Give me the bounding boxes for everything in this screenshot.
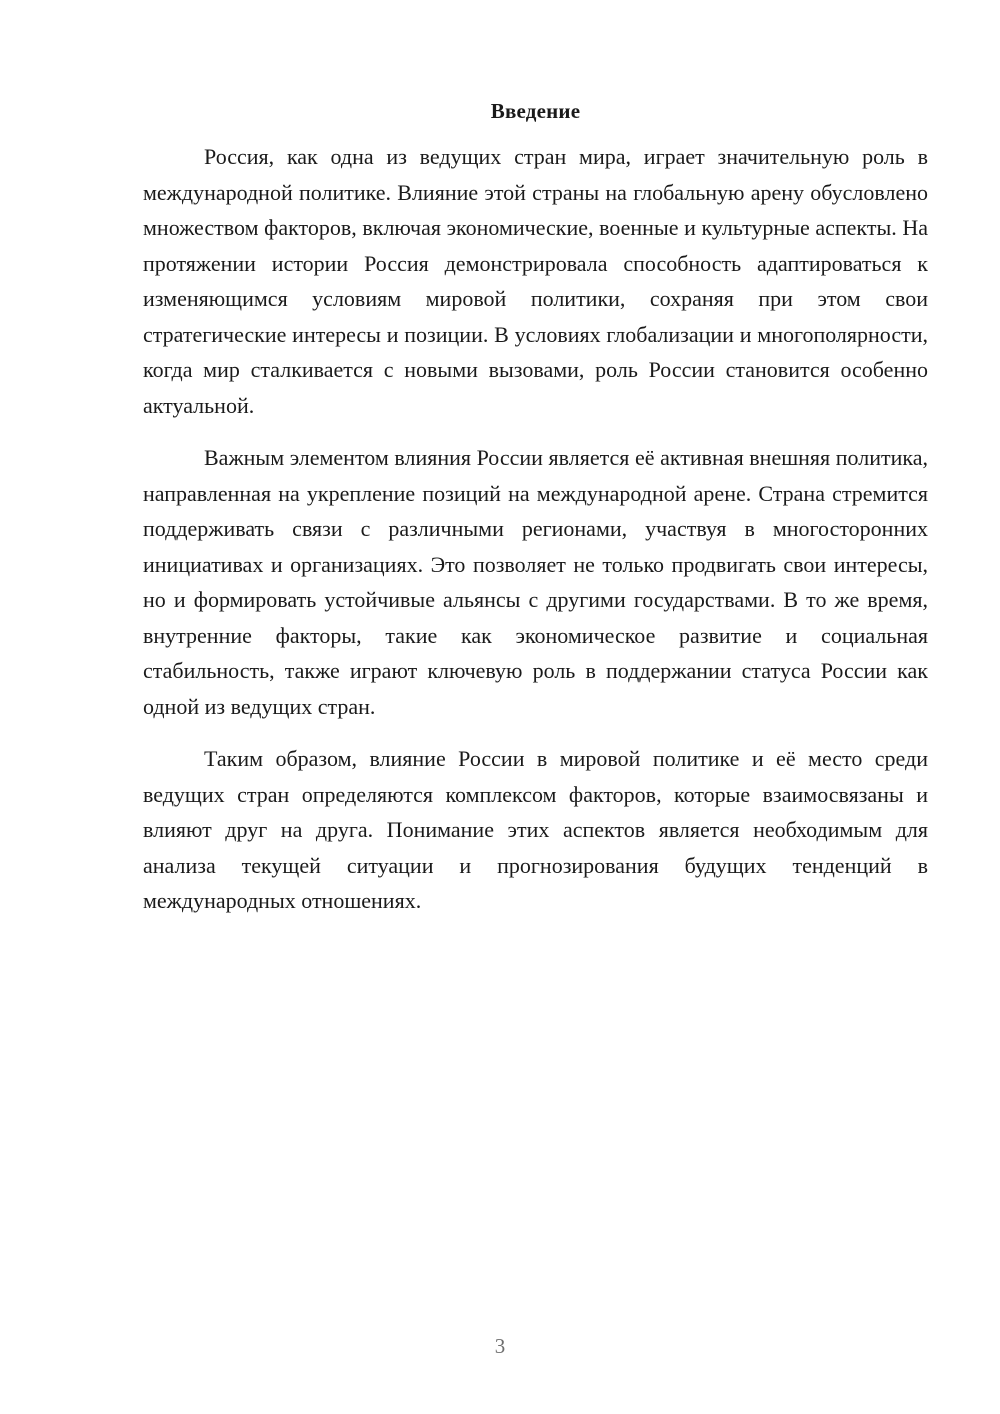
paragraph-1: Россия, как одна из ведущих стран мира, играет значительную роль в международной политике. Влияние этой страны на глобальную арену обусловлено множеством факторов, включая экономические, военные и культурные аспекты. На протяжении истории Россия демонстрировала способность адаптироваться к изменяющимся условиям мировой политики, сохраняя при этом свои стратегические интересы и позиции. В условиях глобализации и многополярности, когда мир сталкивается с новыми вызовами, роль России становится особенно актуальной.: [143, 144, 928, 418]
paragraph-3: Таким образом, влияние России в мировой политике и её место среди ведущих стран определяются комплексом факторов, которые взаимосвязаны и влияют друг на друга. Понимание этих аспектов является необходимым для анализа текущей ситуации и прогнозирования будущих тенденций в международных отношениях.: [143, 746, 928, 913]
page-content: [143, 95, 928, 936]
page-number: 3: [494, 1334, 506, 1358]
section-heading: Введение: [490, 99, 581, 123]
paragraph-2: Важным элементом влияния России является её активная внешняя политика, направленная на укрепление позиций на международной арене. Страна стремится поддерживать связи с различными регионами, участвуя в многосторонних инициативах и организациях. Это позволяет не только продвигать свои интересы, но и формировать устойчивые альянсы с другими государствами. В то же время, внутренние факторы, такие как экономическое развитие и социальная стабильность, также играют ключевую роль в поддержании статуса России как одной из ведущих стран.: [143, 445, 928, 719]
